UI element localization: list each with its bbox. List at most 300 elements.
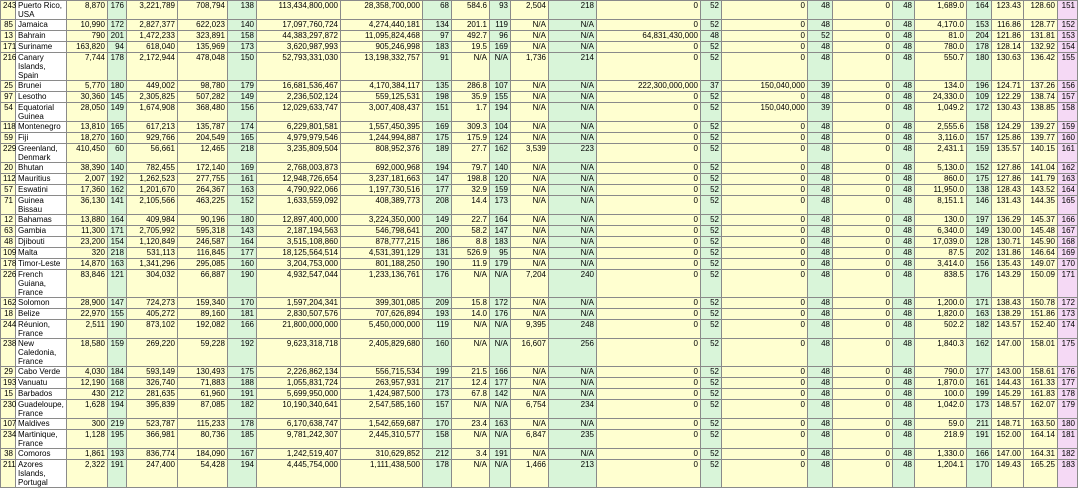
cell-idx-rank[interactable]: 157 xyxy=(1058,92,1078,103)
cell-area[interactable]: 1,861 xyxy=(67,449,108,460)
cell-population[interactable]: 2,105,566 xyxy=(127,196,178,215)
cell-rank[interactable]: 71 xyxy=(1,196,16,215)
cell-c4[interactable]: 0 xyxy=(833,92,893,103)
cell-c4-rank[interactable]: 48 xyxy=(893,400,915,419)
cell-c3-rank[interactable]: 48 xyxy=(808,144,833,163)
cell-c2-rank[interactable]: 52 xyxy=(701,248,722,259)
cell-c3-rank[interactable]: 48 xyxy=(808,174,833,185)
cell-c2-rank[interactable]: 52 xyxy=(701,226,722,237)
cell-c2-rank[interactable]: 52 xyxy=(701,449,722,460)
cell-c1[interactable]: 6,754 xyxy=(511,400,549,419)
cell-population[interactable]: 593,149 xyxy=(127,367,178,378)
cell-c3-rank[interactable]: 48 xyxy=(808,419,833,430)
cell-density[interactable]: 12.4 xyxy=(452,378,490,389)
cell-gdp-a-rank[interactable]: 182 xyxy=(228,400,257,419)
cell-rank[interactable]: 109 xyxy=(1,248,16,259)
cell-gdp-b2[interactable]: 1,244,994,887 xyxy=(341,133,423,144)
cell-gdp-b-rank[interactable]: 212 xyxy=(423,449,452,460)
cell-idx2[interactable]: 145.48 xyxy=(1024,226,1058,237)
cell-gdp-b-rank[interactable]: 147 xyxy=(423,174,452,185)
cell-c3[interactable]: 0 xyxy=(722,298,808,309)
cell-area-rank[interactable]: 162 xyxy=(108,185,127,196)
cell-c3-rank[interactable]: 48 xyxy=(808,122,833,133)
cell-population[interactable]: 2,705,992 xyxy=(127,226,178,237)
cell-c5[interactable]: 1,204.1 xyxy=(915,460,967,488)
cell-c4-rank[interactable]: 48 xyxy=(893,196,915,215)
cell-population[interactable]: 929,766 xyxy=(127,133,178,144)
cell-c3-rank[interactable]: 48 xyxy=(808,163,833,174)
cell-c4-rank[interactable]: 48 xyxy=(893,42,915,53)
cell-gdp-b2[interactable]: 801,188,250 xyxy=(341,259,423,270)
cell-density[interactable]: N/A xyxy=(452,320,490,339)
cell-density-rank[interactable]: 191 xyxy=(490,449,511,460)
cell-idx-rank[interactable]: 153 xyxy=(1058,31,1078,42)
cell-c5[interactable]: 1,049.2 xyxy=(915,103,967,122)
cell-c1-rank[interactable]: 256 xyxy=(549,339,597,367)
cell-idx2[interactable]: 136.42 xyxy=(1024,53,1058,81)
cell-c2[interactable]: 0 xyxy=(597,92,701,103)
cell-c2-rank[interactable]: 37 xyxy=(701,81,722,92)
cell-c2-rank[interactable]: 52 xyxy=(701,163,722,174)
cell-density[interactable]: 32.9 xyxy=(452,185,490,196)
cell-gdp-a-rank[interactable]: 185 xyxy=(228,430,257,449)
cell-c3-rank[interactable]: 48 xyxy=(808,378,833,389)
cell-c1-rank[interactable]: 234 xyxy=(549,400,597,419)
cell-c1[interactable]: N/A xyxy=(511,122,549,133)
cell-c4-rank[interactable]: 48 xyxy=(893,270,915,298)
cell-c2[interactable]: 0 xyxy=(597,389,701,400)
cell-c2-rank[interactable]: 52 xyxy=(701,237,722,248)
cell-population[interactable]: 1,201,670 xyxy=(127,185,178,196)
cell-population[interactable]: 247,400 xyxy=(127,460,178,488)
cell-idx2[interactable]: 158.61 xyxy=(1024,367,1058,378)
cell-density-rank[interactable]: 120 xyxy=(490,174,511,185)
cell-idx-rank[interactable]: 180 xyxy=(1058,419,1078,430)
cell-c3-rank[interactable]: 48 xyxy=(808,185,833,196)
cell-population[interactable]: 281,635 xyxy=(127,389,178,400)
cell-rank[interactable]: 57 xyxy=(1,185,16,196)
cell-c3[interactable]: 0 xyxy=(722,237,808,248)
cell-area[interactable]: 5,770 xyxy=(67,81,108,92)
cell-c5[interactable]: 1,200.0 xyxy=(915,298,967,309)
cell-idx1[interactable]: 123.43 xyxy=(992,1,1024,20)
cell-area-rank[interactable]: 218 xyxy=(108,248,127,259)
cell-c1[interactable]: N/A xyxy=(511,185,549,196)
cell-c4-rank[interactable]: 48 xyxy=(893,309,915,320)
cell-c5[interactable]: 24,330.0 xyxy=(915,92,967,103)
cell-c5-rank[interactable]: 177 xyxy=(967,367,992,378)
cell-population[interactable]: 724,273 xyxy=(127,298,178,309)
cell-density[interactable]: 22.7 xyxy=(452,215,490,226)
table-row[interactable] xyxy=(1,430,1078,449)
cell-density-rank[interactable]: 159 xyxy=(490,185,511,196)
cell-c4-rank[interactable]: 48 xyxy=(893,419,915,430)
cell-gdp-a-rank[interactable]: 163 xyxy=(228,185,257,196)
cell-density[interactable]: 21.5 xyxy=(452,367,490,378)
cell-idx-rank[interactable]: 178 xyxy=(1058,389,1078,400)
cell-area[interactable]: 4,030 xyxy=(67,367,108,378)
cell-idx-rank[interactable]: 156 xyxy=(1058,81,1078,92)
cell-c5-rank[interactable]: 156 xyxy=(967,259,992,270)
cell-area-rank[interactable]: 149 xyxy=(108,103,127,122)
table-row[interactable] xyxy=(1,460,1078,488)
cell-c4-rank[interactable]: 48 xyxy=(893,31,915,42)
cell-c4-rank[interactable]: 48 xyxy=(893,20,915,31)
cell-c5[interactable]: 100.0 xyxy=(915,389,967,400)
table-row[interactable] xyxy=(1,259,1078,270)
cell-idx2[interactable]: 164.14 xyxy=(1024,430,1058,449)
cell-country[interactable]: Maldives xyxy=(16,419,67,430)
cell-country[interactable]: Barbados xyxy=(16,389,67,400)
cell-c3-rank[interactable]: 48 xyxy=(808,226,833,237)
cell-gdp-b-rank[interactable]: 97 xyxy=(423,31,452,42)
cell-density-rank[interactable]: 119 xyxy=(490,20,511,31)
cell-c2[interactable]: 0 xyxy=(597,378,701,389)
cell-c5-rank[interactable]: 191 xyxy=(967,430,992,449)
cell-density-rank[interactable]: 107 xyxy=(490,81,511,92)
cell-c3[interactable]: 0 xyxy=(722,400,808,419)
cell-gdp-b2[interactable]: 2,547,585,160 xyxy=(341,400,423,419)
cell-area[interactable]: 163,820 xyxy=(67,42,108,53)
cell-idx1[interactable]: 145.29 xyxy=(992,389,1024,400)
cell-gdp-a[interactable]: 159,340 xyxy=(178,298,228,309)
cell-population[interactable]: 618,040 xyxy=(127,42,178,53)
cell-gdp-b[interactable]: 16,681,536,467 xyxy=(257,81,341,92)
cell-country[interactable]: Mauritius xyxy=(16,174,67,185)
cell-c4[interactable]: 0 xyxy=(833,419,893,430)
cell-c4-rank[interactable]: 48 xyxy=(893,133,915,144)
cell-idx-rank[interactable]: 174 xyxy=(1058,320,1078,339)
cell-area-rank[interactable]: 165 xyxy=(108,122,127,133)
cell-c1-rank[interactable]: N/A xyxy=(549,378,597,389)
cell-population[interactable]: 395,839 xyxy=(127,400,178,419)
cell-gdp-a-rank[interactable]: 165 xyxy=(228,133,257,144)
cell-idx2[interactable]: 151.86 xyxy=(1024,309,1058,320)
cell-gdp-a[interactable]: 368,480 xyxy=(178,103,228,122)
cell-c5-rank[interactable]: 128 xyxy=(967,237,992,248)
cell-c4-rank[interactable]: 48 xyxy=(893,449,915,460)
cell-c2[interactable]: 0 xyxy=(597,367,701,378)
cell-c1[interactable]: N/A xyxy=(511,419,549,430)
cell-c5[interactable]: 8,151.1 xyxy=(915,196,967,215)
cell-c4[interactable]: 0 xyxy=(833,122,893,133)
cell-area[interactable]: 13,880 xyxy=(67,215,108,226)
cell-country[interactable]: Fiji xyxy=(16,133,67,144)
table-row[interactable] xyxy=(1,81,1078,92)
cell-gdp-a-rank[interactable]: 156 xyxy=(228,103,257,122)
cell-gdp-a-rank[interactable]: 140 xyxy=(228,20,257,31)
cell-c4[interactable]: 0 xyxy=(833,400,893,419)
cell-population[interactable]: 366,981 xyxy=(127,430,178,449)
cell-c3[interactable]: 0 xyxy=(722,270,808,298)
cell-area[interactable]: 17,360 xyxy=(67,185,108,196)
cell-c4-rank[interactable]: 48 xyxy=(893,81,915,92)
cell-density[interactable]: 201.1 xyxy=(452,20,490,31)
cell-idx-rank[interactable]: 163 xyxy=(1058,174,1078,185)
cell-c4[interactable]: 0 xyxy=(833,270,893,298)
cell-gdp-b-rank[interactable]: 169 xyxy=(423,122,452,133)
cell-density-rank[interactable]: N/A xyxy=(490,430,511,449)
cell-gdp-a-rank[interactable]: 191 xyxy=(228,389,257,400)
table-row[interactable] xyxy=(1,389,1078,400)
cell-c4[interactable]: 0 xyxy=(833,163,893,174)
cell-rank[interactable]: 244 xyxy=(1,320,16,339)
cell-gdp-b[interactable]: 4,979,979,546 xyxy=(257,133,341,144)
cell-c2-rank[interactable]: 52 xyxy=(701,20,722,31)
cell-country[interactable]: Bahamas xyxy=(16,215,67,226)
cell-country[interactable]: Timor-Leste xyxy=(16,259,67,270)
cell-area-rank[interactable]: 201 xyxy=(108,31,127,42)
cell-gdp-b2[interactable]: 4,170,384,117 xyxy=(341,81,423,92)
cell-c4[interactable]: 0 xyxy=(833,430,893,449)
cell-c3-rank[interactable]: 48 xyxy=(808,449,833,460)
cell-density[interactable]: 584.6 xyxy=(452,1,490,20)
cell-area-rank[interactable]: 160 xyxy=(108,133,127,144)
cell-gdp-b-rank[interactable]: 91 xyxy=(423,53,452,81)
cell-c2[interactable]: 0 xyxy=(597,237,701,248)
cell-idx1[interactable]: 128.43 xyxy=(992,185,1024,196)
cell-gdp-b-rank[interactable]: 198 xyxy=(423,92,452,103)
table-row[interactable] xyxy=(1,92,1078,103)
cell-gdp-a[interactable]: 98,780 xyxy=(178,81,228,92)
cell-c3-rank[interactable]: 48 xyxy=(808,237,833,248)
cell-c2-rank[interactable]: 52 xyxy=(701,103,722,122)
cell-gdp-b[interactable]: 2,236,502,124 xyxy=(257,92,341,103)
cell-c1[interactable]: 1,466 xyxy=(511,460,549,488)
cell-gdp-b[interactable]: 1,633,559,092 xyxy=(257,196,341,215)
cell-gdp-a[interactable]: 116,845 xyxy=(178,248,228,259)
cell-c3[interactable]: 150,040,000 xyxy=(722,81,808,92)
cell-country[interactable]: French Guiana, France xyxy=(16,270,67,298)
cell-idx-rank[interactable]: 168 xyxy=(1058,237,1078,248)
cell-idx-rank[interactable]: 154 xyxy=(1058,42,1078,53)
cell-c1[interactable]: N/A xyxy=(511,298,549,309)
cell-c5-rank[interactable]: 202 xyxy=(967,248,992,259)
cell-gdp-a-rank[interactable]: 179 xyxy=(228,81,257,92)
cell-c1-rank[interactable]: N/A xyxy=(549,237,597,248)
cell-population[interactable]: 782,455 xyxy=(127,163,178,174)
cell-c2-rank[interactable]: 52 xyxy=(701,53,722,81)
cell-c3-rank[interactable]: 48 xyxy=(808,298,833,309)
cell-c1-rank[interactable]: 218 xyxy=(549,1,597,20)
cell-c4-rank[interactable]: 48 xyxy=(893,174,915,185)
cell-density-rank[interactable]: N/A xyxy=(490,460,511,488)
cell-c1-rank[interactable]: N/A xyxy=(549,103,597,122)
cell-c5-rank[interactable]: 173 xyxy=(967,400,992,419)
cell-gdp-b[interactable]: 4,445,754,000 xyxy=(257,460,341,488)
cell-gdp-b[interactable]: 21,800,000,000 xyxy=(257,320,341,339)
cell-gdp-b2[interactable]: 399,301,085 xyxy=(341,298,423,309)
cell-c4[interactable]: 0 xyxy=(833,248,893,259)
cell-c2[interactable]: 0 xyxy=(597,144,701,163)
cell-c1[interactable]: N/A xyxy=(511,378,549,389)
cell-population[interactable]: 523,787 xyxy=(127,419,178,430)
cell-c3-rank[interactable]: 48 xyxy=(808,320,833,339)
cell-gdp-b2[interactable]: 310,629,852 xyxy=(341,449,423,460)
cell-gdp-b2[interactable]: 1,424,987,500 xyxy=(341,389,423,400)
cell-c1-rank[interactable]: N/A xyxy=(549,449,597,460)
cell-idx-rank[interactable]: 179 xyxy=(1058,400,1078,419)
cell-area-rank[interactable]: 193 xyxy=(108,449,127,460)
cell-gdp-b2[interactable]: 2,445,310,577 xyxy=(341,430,423,449)
cell-idx2[interactable]: 128.60 xyxy=(1024,1,1058,20)
cell-gdp-b-rank[interactable]: 209 xyxy=(423,298,452,309)
cell-gdp-b2[interactable]: 13,198,332,757 xyxy=(341,53,423,81)
cell-gdp-b[interactable]: 12,029,633,747 xyxy=(257,103,341,122)
cell-gdp-b2[interactable]: 4,531,391,129 xyxy=(341,248,423,259)
cell-gdp-a[interactable]: 12,465 xyxy=(178,144,228,163)
cell-c4-rank[interactable]: 48 xyxy=(893,226,915,237)
cell-c4[interactable]: 0 xyxy=(833,185,893,196)
cell-c4[interactable]: 0 xyxy=(833,133,893,144)
cell-c2[interactable]: 0 xyxy=(597,163,701,174)
cell-gdp-b2[interactable]: 808,952,376 xyxy=(341,144,423,163)
cell-gdp-b[interactable]: 5,699,950,000 xyxy=(257,389,341,400)
cell-gdp-b-rank[interactable]: 193 xyxy=(423,309,452,320)
cell-idx-rank[interactable]: 165 xyxy=(1058,196,1078,215)
cell-c4[interactable]: 0 xyxy=(833,298,893,309)
cell-density-rank[interactable]: 176 xyxy=(490,309,511,320)
cell-idx-rank[interactable]: 164 xyxy=(1058,185,1078,196)
cell-density[interactable]: 11.9 xyxy=(452,259,490,270)
cell-c1[interactable]: 2,504 xyxy=(511,1,549,20)
table-row[interactable] xyxy=(1,163,1078,174)
cell-gdp-b-rank[interactable]: 194 xyxy=(423,163,452,174)
cell-area-rank[interactable]: 164 xyxy=(108,215,127,226)
cell-area[interactable]: 2,007 xyxy=(67,174,108,185)
cell-density[interactable]: 3.4 xyxy=(452,449,490,460)
cell-density-rank[interactable]: 163 xyxy=(490,419,511,430)
cell-country[interactable]: Bahrain xyxy=(16,31,67,42)
cell-c5-rank[interactable]: 211 xyxy=(967,419,992,430)
cell-c2-rank[interactable]: 52 xyxy=(701,174,722,185)
cell-c5-rank[interactable]: 176 xyxy=(967,270,992,298)
cell-idx1[interactable]: 152.00 xyxy=(992,430,1024,449)
table-row[interactable] xyxy=(1,1,1078,20)
cell-c2[interactable]: 0 xyxy=(597,215,701,226)
cell-idx2[interactable]: 150.09 xyxy=(1024,270,1058,298)
cell-c5-rank[interactable]: 152 xyxy=(967,163,992,174)
cell-c4[interactable]: 0 xyxy=(833,320,893,339)
cell-gdp-a-rank[interactable]: 192 xyxy=(228,339,257,367)
cell-c5-rank[interactable]: 138 xyxy=(967,185,992,196)
cell-c4-rank[interactable]: 48 xyxy=(893,378,915,389)
cell-c2-rank[interactable]: 52 xyxy=(701,92,722,103)
cell-c5-rank[interactable]: 146 xyxy=(967,196,992,215)
cell-rank[interactable]: 230 xyxy=(1,400,16,419)
cell-c2[interactable]: 0 xyxy=(597,259,701,270)
cell-c1[interactable]: N/A xyxy=(511,215,549,226)
cell-idx2[interactable]: 162.07 xyxy=(1024,400,1058,419)
cell-gdp-b-rank[interactable]: 175 xyxy=(423,133,452,144)
cell-idx-rank[interactable]: 161 xyxy=(1058,144,1078,163)
cell-c3[interactable]: 0 xyxy=(722,389,808,400)
cell-population[interactable]: 409,984 xyxy=(127,215,178,226)
cell-c5[interactable]: 2,555.6 xyxy=(915,122,967,133)
cell-c2-rank[interactable]: 52 xyxy=(701,419,722,430)
cell-idx2[interactable]: 139.27 xyxy=(1024,122,1058,133)
table-row[interactable] xyxy=(1,53,1078,81)
cell-country[interactable]: Canary Islands, Spain xyxy=(16,53,67,81)
cell-area[interactable]: 11,300 xyxy=(67,226,108,237)
cell-area-rank[interactable]: 147 xyxy=(108,298,127,309)
cell-c1-rank[interactable]: N/A xyxy=(549,226,597,237)
cell-rank[interactable]: 118 xyxy=(1,122,16,133)
cell-c2-rank[interactable]: 52 xyxy=(701,378,722,389)
cell-gdp-a-rank[interactable]: 170 xyxy=(228,298,257,309)
cell-idx2[interactable]: 138.74 xyxy=(1024,92,1058,103)
cell-c5[interactable]: 4,170.0 xyxy=(915,20,967,31)
cell-population[interactable]: 1,341,296 xyxy=(127,259,178,270)
cell-c2-rank[interactable]: 52 xyxy=(701,430,722,449)
cell-c5-rank[interactable]: 180 xyxy=(967,53,992,81)
cell-rank[interactable]: 243 xyxy=(1,1,16,20)
cell-rank[interactable]: 162 xyxy=(1,298,16,309)
cell-gdp-b-rank[interactable]: 189 xyxy=(423,144,452,163)
cell-idx-rank[interactable]: 166 xyxy=(1058,215,1078,226)
cell-idx2[interactable]: 143.52 xyxy=(1024,185,1058,196)
table-row[interactable] xyxy=(1,42,1078,53)
cell-gdp-b-rank[interactable]: 199 xyxy=(423,367,452,378)
cell-c1[interactable]: N/A xyxy=(511,163,549,174)
cell-c2-rank[interactable]: 52 xyxy=(701,215,722,226)
cell-density-rank[interactable]: N/A xyxy=(490,320,511,339)
cell-rank[interactable]: 112 xyxy=(1,174,16,185)
cell-c1[interactable]: 6,847 xyxy=(511,430,549,449)
cell-area[interactable]: 2,322 xyxy=(67,460,108,488)
cell-c3-rank[interactable]: 48 xyxy=(808,430,833,449)
table-row[interactable] xyxy=(1,449,1078,460)
cell-c2-rank[interactable]: 52 xyxy=(701,460,722,488)
cell-gdp-b2[interactable]: 3,237,181,663 xyxy=(341,174,423,185)
cell-idx1[interactable]: 131.43 xyxy=(992,196,1024,215)
cell-c5[interactable]: 130.0 xyxy=(915,215,967,226)
cell-country[interactable]: Comoros xyxy=(16,449,67,460)
cell-c4-rank[interactable]: 48 xyxy=(893,430,915,449)
cell-population[interactable]: 873,102 xyxy=(127,320,178,339)
cell-c4-rank[interactable]: 48 xyxy=(893,53,915,81)
cell-c3[interactable]: 0 xyxy=(722,339,808,367)
table-row[interactable] xyxy=(1,419,1078,430)
cell-country[interactable]: Eswatini xyxy=(16,185,67,196)
cell-c5-rank[interactable]: 159 xyxy=(967,144,992,163)
cell-gdp-b2[interactable]: 556,715,534 xyxy=(341,367,423,378)
cell-area-rank[interactable]: 184 xyxy=(108,367,127,378)
cell-density[interactable]: 286.8 xyxy=(452,81,490,92)
cell-c1[interactable]: 3,539 xyxy=(511,144,549,163)
cell-idx1[interactable]: 147.00 xyxy=(992,449,1024,460)
cell-c4[interactable]: 0 xyxy=(833,367,893,378)
cell-area[interactable]: 36,130 xyxy=(67,196,108,215)
cell-c3-rank[interactable]: 48 xyxy=(808,460,833,488)
cell-c1[interactable]: N/A xyxy=(511,237,549,248)
cell-density-rank[interactable]: 155 xyxy=(490,92,511,103)
cell-rank[interactable]: 216 xyxy=(1,53,16,81)
cell-density[interactable]: 23.4 xyxy=(452,419,490,430)
cell-area-rank[interactable]: 172 xyxy=(108,20,127,31)
cell-c4[interactable]: 0 xyxy=(833,339,893,367)
cell-idx2[interactable]: 128.77 xyxy=(1024,20,1058,31)
cell-idx1[interactable]: 143.29 xyxy=(992,270,1024,298)
cell-idx-rank[interactable]: 170 xyxy=(1058,259,1078,270)
cell-c1-rank[interactable]: 235 xyxy=(549,430,597,449)
cell-density[interactable]: 492.7 xyxy=(452,31,490,42)
table-row[interactable] xyxy=(1,237,1078,248)
cell-gdp-b[interactable]: 9,781,242,307 xyxy=(257,430,341,449)
cell-idx-rank[interactable]: 160 xyxy=(1058,133,1078,144)
cell-rank[interactable]: 29 xyxy=(1,367,16,378)
cell-c1-rank[interactable]: N/A xyxy=(549,196,597,215)
